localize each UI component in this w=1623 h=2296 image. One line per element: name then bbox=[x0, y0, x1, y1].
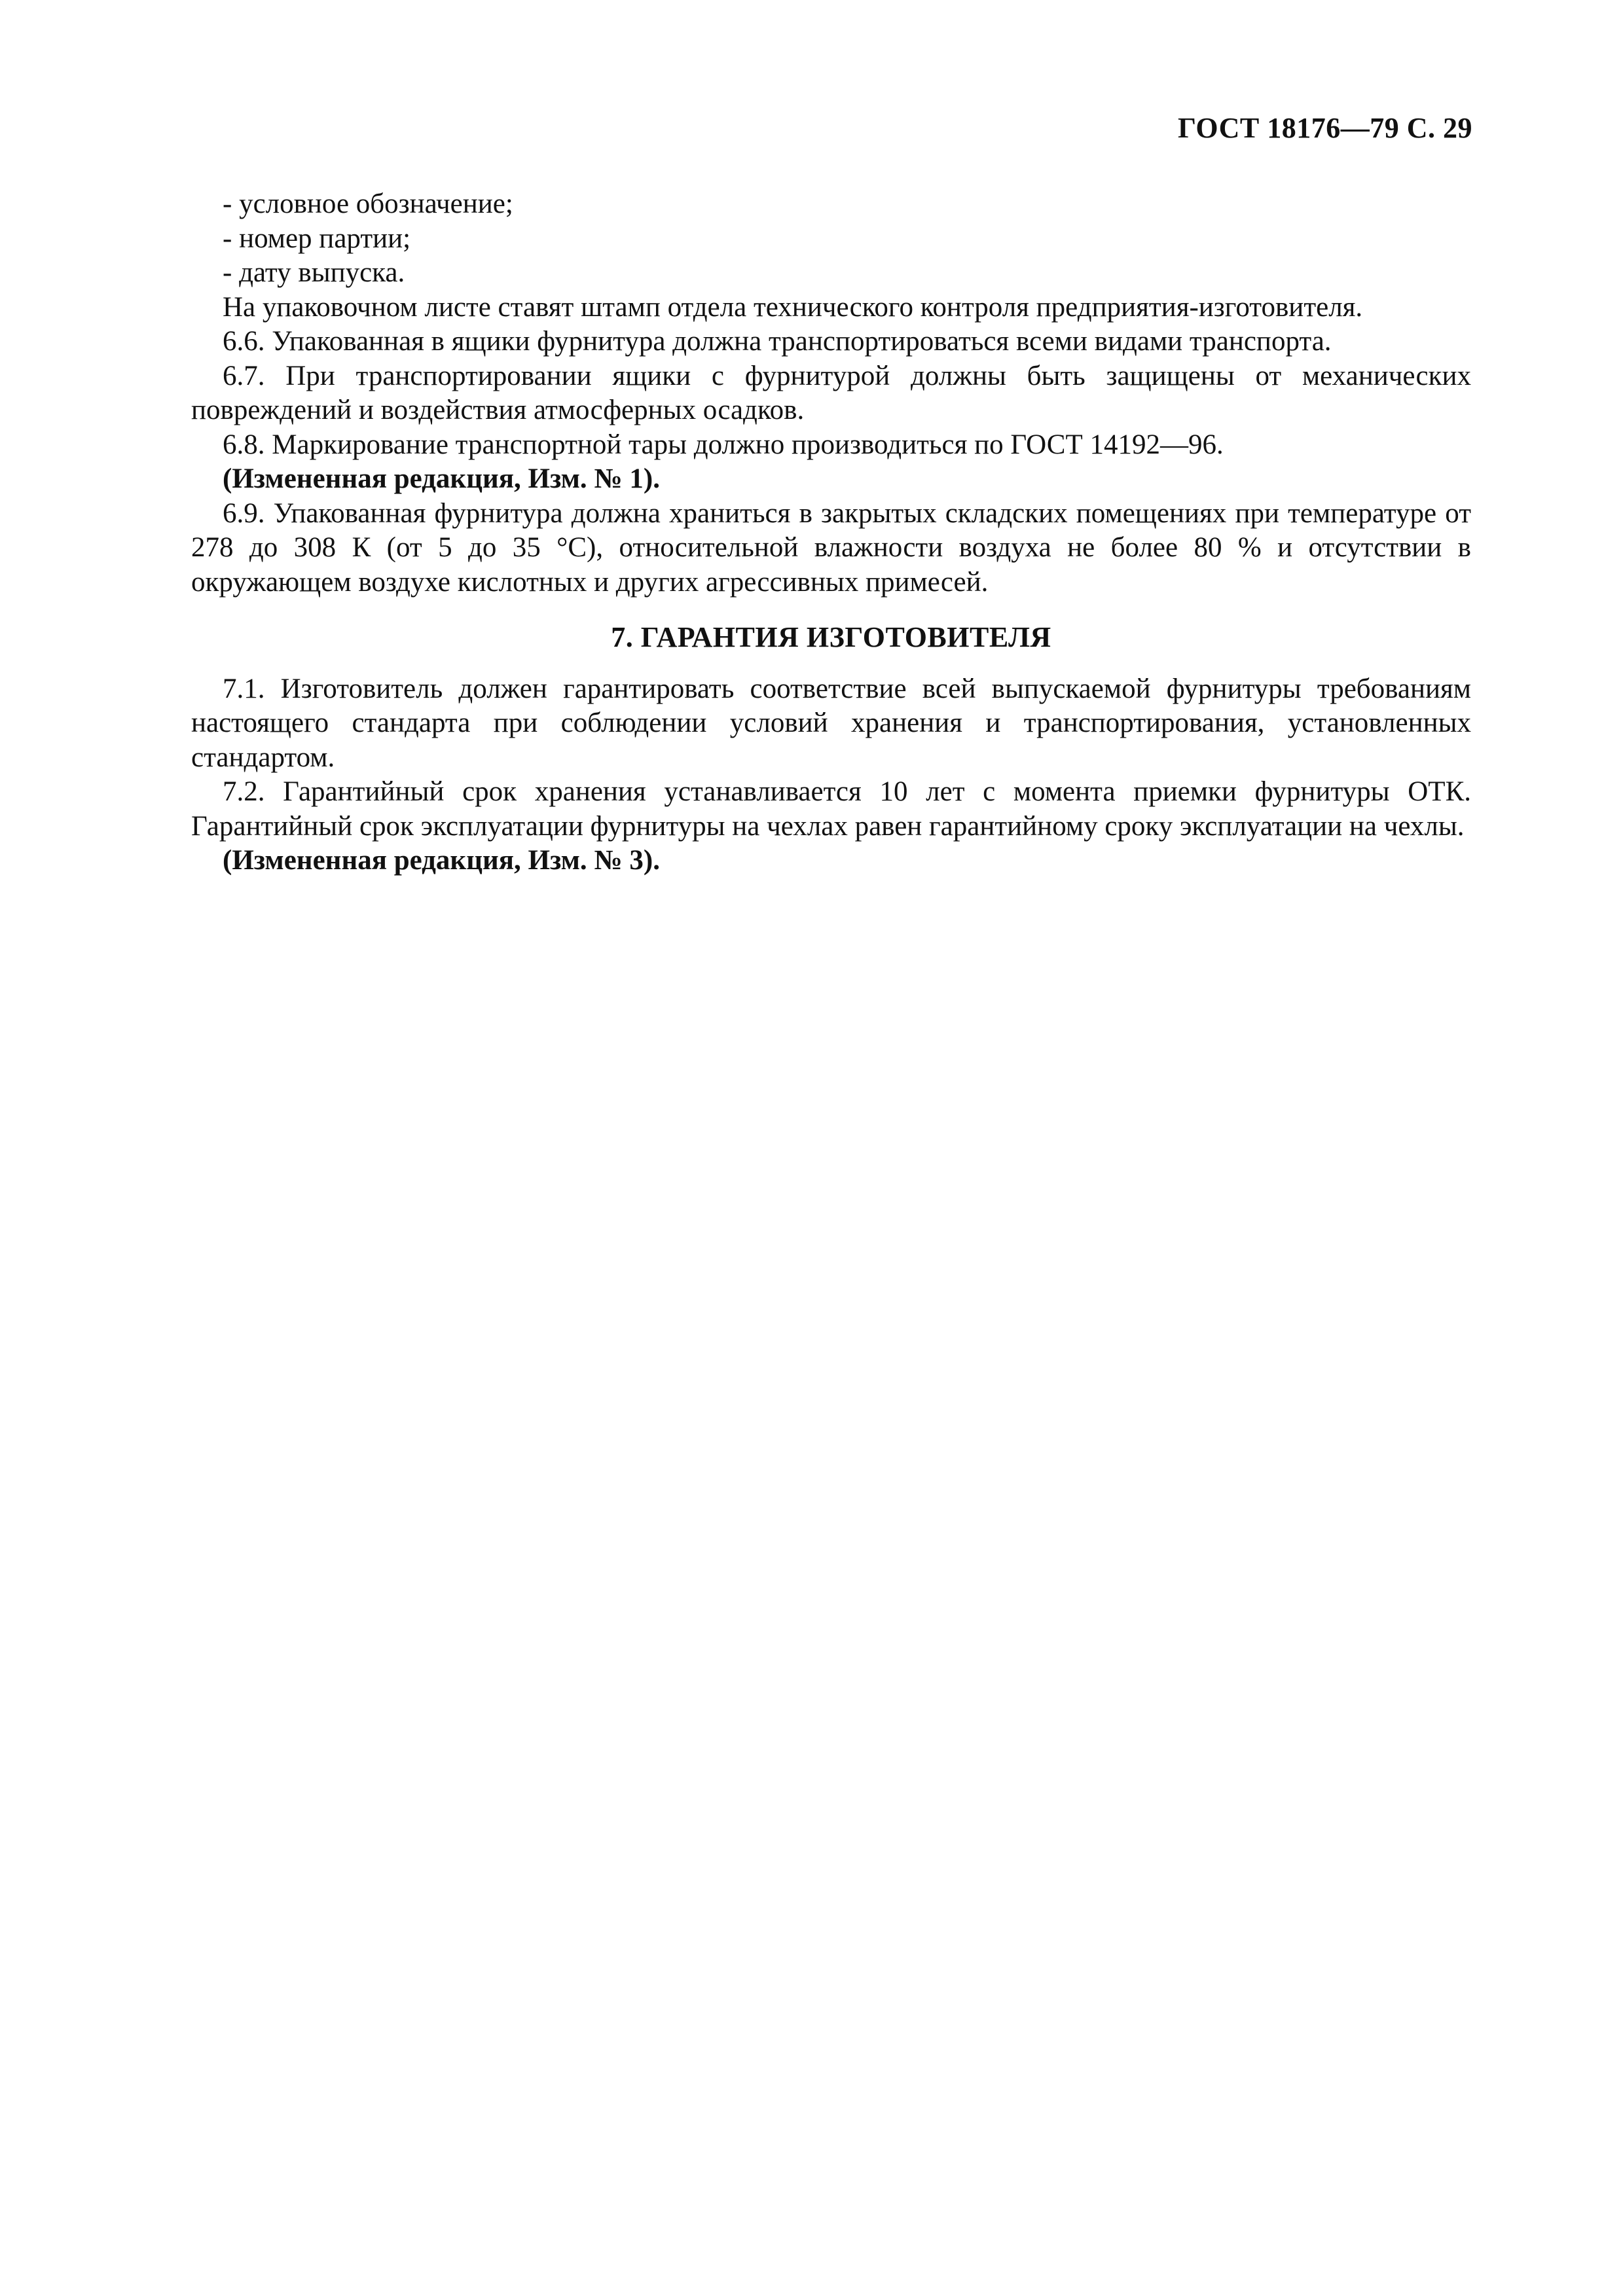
document-body bbox=[191, 187, 1471, 878]
paragraph-7-1: 7.1. Изготовитель должен гарантировать соответствие всей выпускаемой фурнитуры требованиям настоящего стандарта при соблюдении условий хранения и транспортирования, установленных стандартом. bbox=[191, 673, 1471, 773]
paragraph-6-8: 6.8. Маркирование транспортной тары должно производиться по ГОСТ 14192—96. bbox=[223, 429, 1224, 460]
amendment-note-1: (Измененная редакция, Изм. № 1). bbox=[223, 463, 660, 494]
paragraph-6-6: 6.6. Упакованная в ящики фурнитура должна транспортироваться всеми видами транспорта. bbox=[223, 326, 1332, 357]
paragraph-7-2: 7.2. Гарантийный срок хранения устанавливается 10 лет с момента приемки фурнитуры ОТК. Гарантийный срок эксплуатации фурнитуры на чехлах равен гарантийному сроку эксплуатации на чехлы. bbox=[191, 776, 1471, 842]
paragraph-packing-note: На упаковочном листе ставят штамп отдела технического контроля предприятия-изготовителя. bbox=[223, 291, 1363, 323]
paragraph-6-9: 6.9. Упакованная фурнитура должна храниться в закрытых складских помещениях при температуре от 278 до 308 К (от 5 до 35 °С), относительной влажности воздуха не более 80 % и отсутствии в окружающем воздухе кислотных и других агрессивных примесей. bbox=[191, 497, 1471, 598]
section-7-title: 7. ГАРАНТИЯ ИЗГОТОВИТЕЛЯ bbox=[611, 621, 1051, 653]
list-item: - номер партии; bbox=[223, 223, 411, 254]
list-item: - условное обозначение; bbox=[223, 188, 513, 219]
list-item: - дату выпуска. bbox=[223, 257, 405, 288]
page-header-standard-number: ГОСТ 18176—79 С. 29 bbox=[1177, 112, 1472, 144]
paragraph-6-7: 6.7. При транспортировании ящики с фурнитурой должны быть защищены от механических повреждений и воздействия атмосферных осадков. bbox=[191, 360, 1471, 425]
amendment-note-3: (Измененная редакция, Изм. № 3). bbox=[223, 845, 660, 876]
